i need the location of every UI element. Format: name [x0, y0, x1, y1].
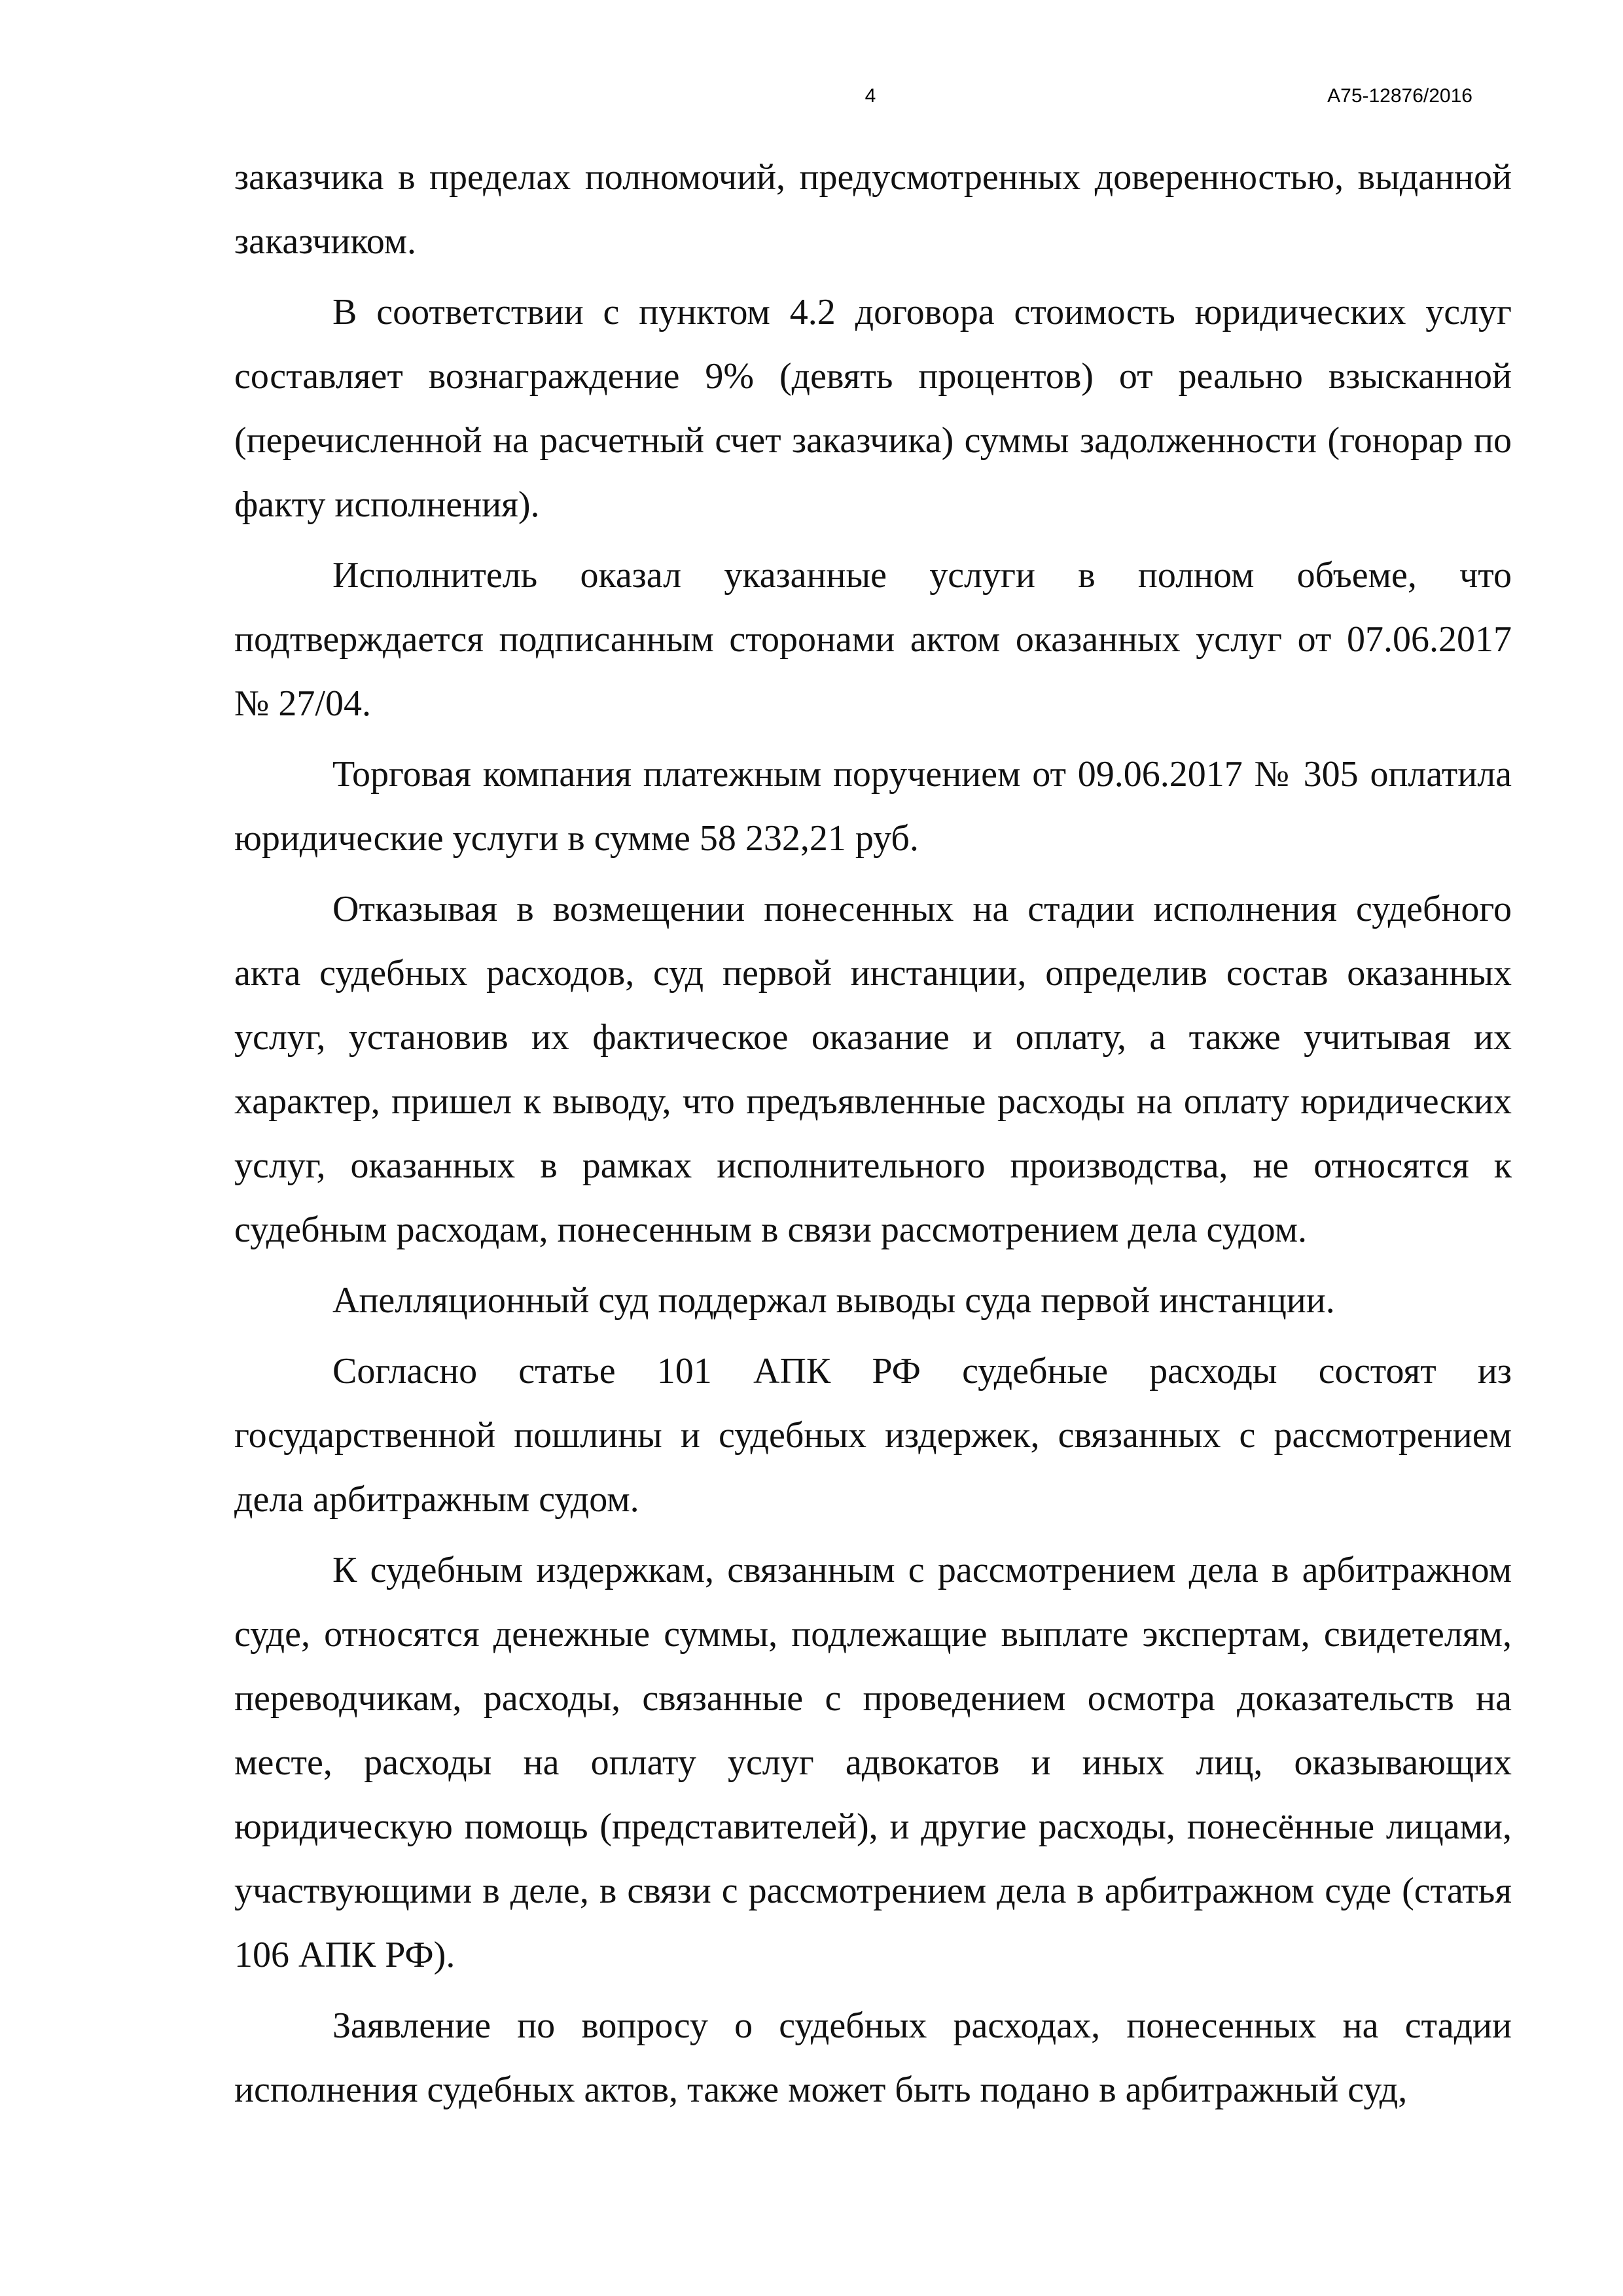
document-body [234, 145, 1512, 2122]
paragraph-5: Отказывая в возмещении понесенных на стадии исполнения судебного акта судебных расходов, суд первой инстанции, определив состав оказанных услуг, установив их фактическое оказание и оплату, а также учитывая их характер, пришел к выводу, что предъявленные расходы на оплату юридических услуг, оказанных в рамках исполнительного производства, не относятся к судебным расходам, понесенным в связи рассмотрением дела судом. [234, 889, 1512, 1250]
paragraph-1: заказчика в пределах полномочий, предусмотренных доверенностью, выданной заказчиком. [234, 157, 1512, 262]
page-number: 4 [865, 85, 876, 107]
paragraph-8: К судебным издержкам, связанным с рассмотрением дела в арбитражном суде, относятся денежные суммы, подлежащие выплате экспертам, свидетелям, переводчикам, расходы, связанные с проведением осмотра доказательств на месте, расходы на оплату услуг адвокатов и иных лиц, оказывающих юридическую помощь (представителей), и другие расходы, понесённые лицами, участвующими в деле, в связи с рассмотрением дела в арбитражном суде (статья 106 АПК РФ). [234, 1550, 1512, 1975]
paragraph-9: Заявление по вопросу о судебных расходах, понесенных на стадии исполнения судебных актов, также может быть подано в арбитражный суд, [234, 2005, 1512, 2110]
paragraph-2: В соответствии с пунктом 4.2 договора стоимость юридических услуг составляет вознаграждение 9% (девять процентов) от реально взысканной (перечисленной на расчетный счет заказчика) суммы задолженности (гонорар по факту исполнения). [234, 292, 1512, 525]
case-number: А75-12876/2016 [1327, 85, 1472, 107]
paragraph-3: Исполнитель оказал указанные услуги в полном объеме, что подтверждается подписанным сторонами актом оказанных услуг от 07.06.2017 № 27/04. [234, 555, 1512, 724]
paragraph-6: Апелляционный суд поддержал выводы суда первой инстанции. [332, 1280, 1335, 1321]
paragraph-4: Торговая компания платежным поручением от 09.06.2017 № 305 оплатила юридические услуги в сумме 58 232,21 руб. [234, 754, 1512, 859]
page-header [0, 85, 1623, 111]
paragraph-7: Согласно статье 101 АПК РФ судебные расходы состоят из государственной пошлины и судебных издержек, связанных с рассмотрением дела арбитражным судом. [234, 1351, 1512, 1520]
